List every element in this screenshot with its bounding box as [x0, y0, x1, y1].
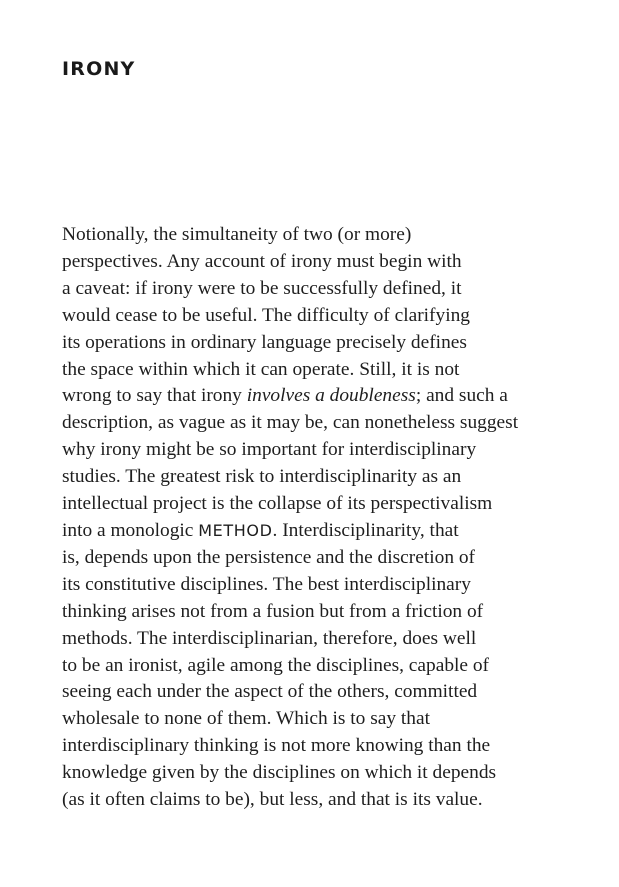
entry-heading: IRONY — [62, 58, 136, 80]
text-line — [62, 518, 582, 545]
text-line: why irony might be so important for interdisciplinary — [62, 439, 477, 461]
text-line: methods. The interdisciplinarian, therefore, does well — [62, 627, 477, 649]
text-line: seeing each under the aspect of the others, committed — [62, 681, 478, 703]
text-line: studies. The greatest risk to interdisciplinarity as an — [62, 466, 462, 488]
text-line: knowledge given by the disciplines on which it depends — [62, 762, 497, 784]
text-line: its operations in ordinary language precisely defines — [62, 331, 467, 353]
text-segment: ; and such a — [415, 385, 508, 407]
text-line: description, as vague as it may be, can nonetheless suggest — [62, 412, 519, 434]
text-segment: . Interdisciplinarity, that — [272, 519, 459, 541]
text-line: Notionally, the simultaneity of two (or more) — [62, 224, 412, 245]
text-line: (as it often claims to be), but less, and that is its value. — [62, 789, 483, 811]
text-line: the space within which it can operate. Still, it is not — [62, 358, 460, 380]
text-line: to be an ironist, agile among the disciplines, capable of — [62, 654, 490, 676]
text-line: interdisciplinary thinking is not more knowing than the — [62, 735, 491, 757]
text-line: wholesale to none of them. Which is to say that — [62, 708, 430, 730]
text-line: perspectives. Any account of irony must begin with — [62, 250, 462, 272]
text-line: would cease to be useful. The difficulty of clarifying — [62, 304, 470, 326]
text-line: thinking arises not from a fusion but from a friction of — [62, 600, 484, 622]
cross-reference-term: METHOD — [198, 520, 273, 540]
emphasized-phrase: involves a doubleness — [246, 385, 416, 407]
text-line: is, depends upon the persistence and the discretion of — [62, 546, 476, 568]
text-segment: into a monologic — [62, 519, 199, 541]
text-line: intellectual project is the collapse of its perspectivalism — [62, 493, 493, 515]
text-line: its constitutive disciplines. The best interdisciplinary — [62, 573, 471, 595]
text-segment: wrong to say that irony — [62, 385, 247, 407]
text-line — [62, 383, 582, 410]
text-line: a caveat: if irony were to be successfully defined, it — [62, 277, 462, 299]
entry-paragraph — [62, 222, 582, 814]
